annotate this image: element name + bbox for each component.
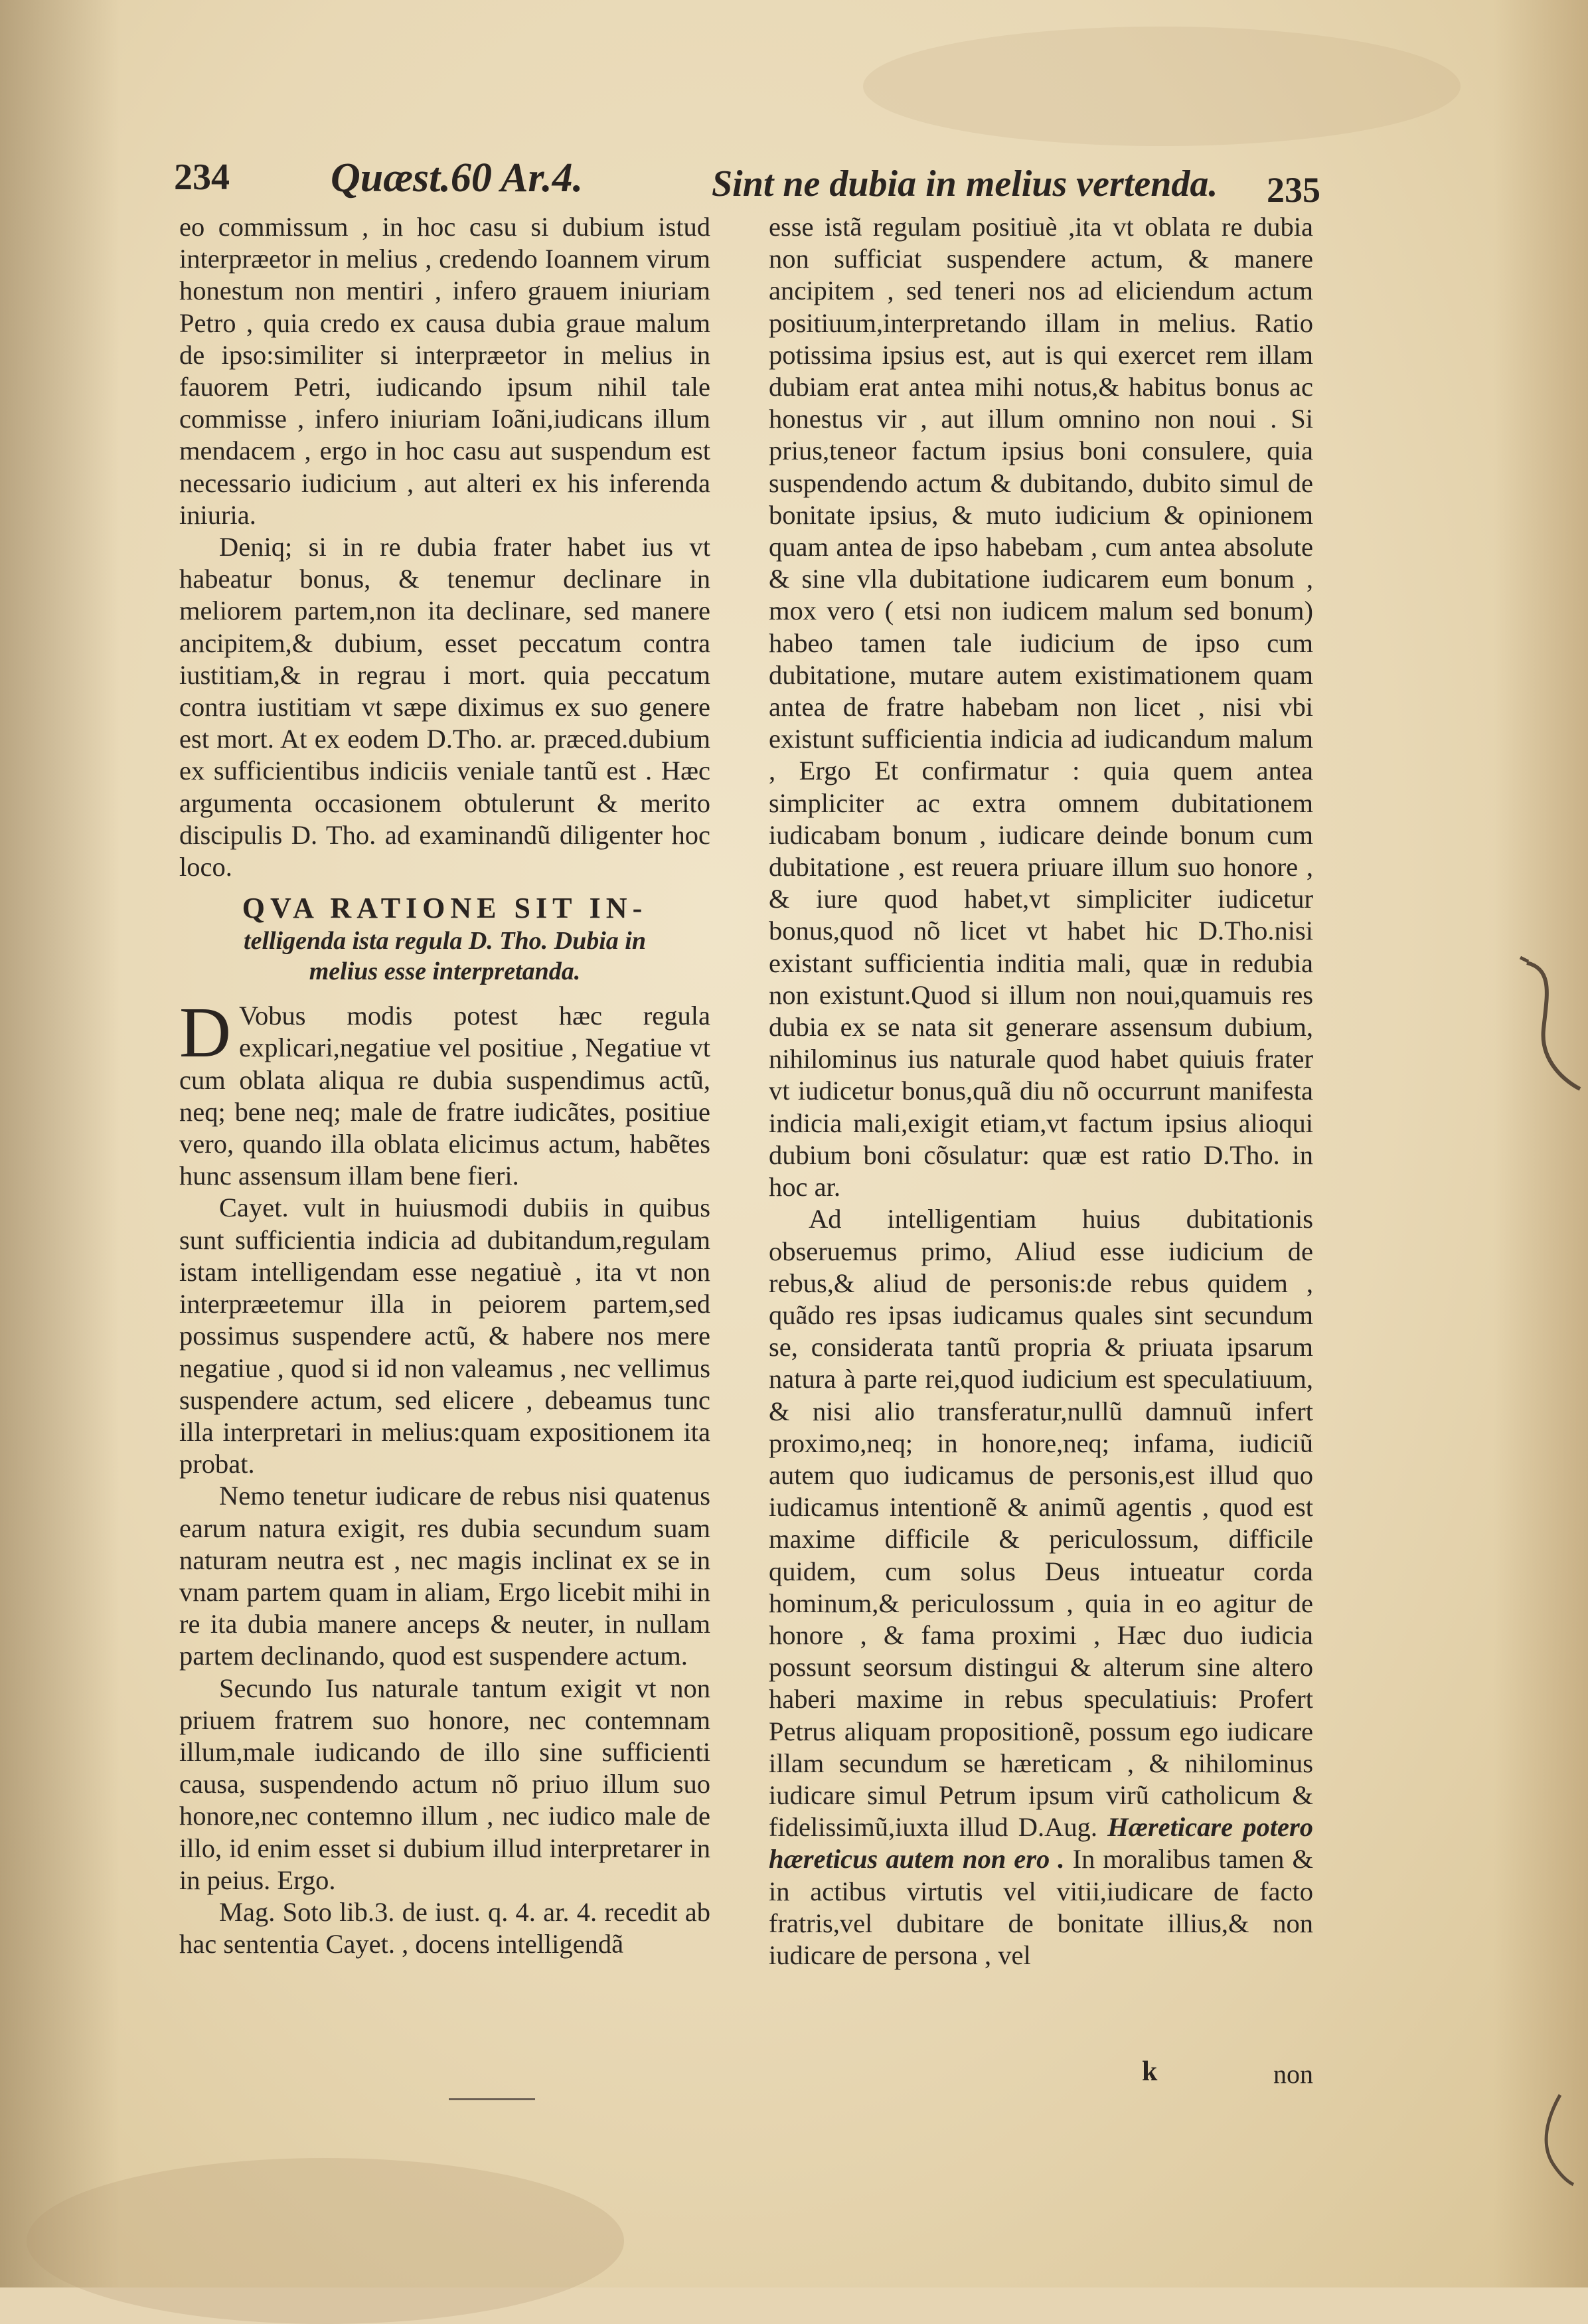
- left-para-2: Deniq; si in re dubia frater habet ius vt habeatur bonus, & tenemur declinare in meliorem partem,non ita declinare, sed manere ancipitem,& dubium, esset peccatum contra iustitiam,& in regrau i mort. quia peccatum contra iustitiam vt sæpe diximus ex suo genere est mort. At ex eodem D.Tho. ar. præced.dubium ex sufficientibus indiciis veniale tantũ est . Hæc argumenta occasionem obtulerunt & merito discipulis D. Tho. ad examinandũ diligenter hoc loco.: [179, 532, 710, 882]
- paper-stain: [0, 0, 119, 2287]
- right-para-1: esse istã regulam positiuè ,ita vt oblata re dubia non sufficiat suspendere actum, & manere ancipitem , sed teneri nos ad eliciendum actum positiuum,interpretando illam in melius. Ratio potissima ipsius est, aut is qui exercet rem illam dubiam erat antea mihi notus,& habitus bonus ac honestus vir , aut illum omnino non noui . Si prius,teneor factum ipsius boni consulere, quia suspendendo actum & dubitando, dubito simul de bonitate ipsius, & muto iudicium & opinionem quam antea de ipso habebam , cum antea absolute & sine vlla dubitatione iudicarem eum bonum , mox vero ( etsi non iudicem malum sed bonum) habeo tamen tale iudicium de ipso cum dubitatione, mutare autem existimationem quam antea de fratre habebam non licet , nisi vbi existunt sufficientia indicia ad iudicandum malum , Ergo Et confirmatur : quia quem antea simpliciter ac extra omnem dubitationem iudicabam bonum , iudicare deinde bonum cum dubitatione , est reuera priuare illum suo honore , & iure quod habet,vt simpliciter iudicetur bonus,quod nõ licet vt habet hic D.Tho.nisi existant sufficientia inditia mali, quæ in redubia non existunt.Quod si illum non noui,quamuis res dubia ex se nata sit generare assensum dubium, nihilominus ius naturale quod habet quiuis frater vt iudicetur bonus,quã diu nõ occurrunt manifesta indicia mali,exigit etiam,vt factum ipsius alioqui dubium boni cõsulatur: quæ est ratio D.Tho. in hoc ar.: [769, 212, 1313, 1203]
- footer-rule: [449, 2098, 535, 2100]
- augustine-quote: Hæreticare potero hæreticus autem non ero .: [769, 1812, 1313, 1874]
- left-column: [179, 211, 710, 1960]
- left-para-6: Secundo Ius naturale tantum exigit vt non priuem fratrem suo honore, nec contemnam illum,male iudicando de illo sine sufficienti causa, suspendendo actum nõ priuo illum suo honore,nec contemno illum , nec iudico male de illo, id enim esset si dubium illud interpretarer in in peius. Ergo.: [179, 1673, 710, 1895]
- section-heading: [179, 891, 710, 987]
- left-para-7: Mag. Soto lib.3. de iust. q. 4. ar. 4. recedit ab hac sententia Cayet. , docens intelligendã: [179, 1896, 710, 1959]
- left-para-4: Cayet. vult in huiusmodi dubiis in quibus sunt sufficientia indicia ad dubitandum,regulam istam intelligendam esse negatiuè , ita vt non interpræetemur illa in peiorem partem,sed possimus suspendere actũ, & habere nos mere negatiue , quod si id non valeamus , nec vellimus suspendere actum, sed elicere , debeamus tunc illa interpretari in melius:quam expositionem ita probat.: [179, 1193, 710, 1479]
- drop-cap: D: [179, 993, 231, 1073]
- section-heading-sub-1: telligenda ista regula D. Tho. Dubia in: [244, 927, 646, 955]
- margin-mark-icon: [1514, 956, 1587, 1122]
- catchword: non: [1273, 2059, 1313, 2089]
- left-para-3: Vobus modis potest hæc regula explicari,negatiue vel positiue , Negatiue vt cum oblata aliqua re dubia suspendimus actũ, neq; bene neq; male de fratre iudicãtes, positiue vero, quando illa oblata elicimus actum, habẽtes hunc assensum illam bene fieri.: [179, 1001, 710, 1191]
- left-para-1: eo commissum , in hoc casu si dubium istud interpræetor in melius , credendo Ioannem virum honestum non mentiri , infero grauem iniuriam Petro , quia credo ex causa dubia graue malum de ipso:similiter si interpræetor in melius in fauorem Petri, iudicando ipsum nihil tale commisse , infero iniuriam Ioãni,iudicans illum mendacem , ergo in hoc casu aut suspendum est necessario iudicium , aut alteri ex his inferenda iniuria.: [179, 212, 710, 530]
- paper-stain: [863, 27, 1461, 146]
- section-heading-sub-2: melius esse interpretanda.: [309, 957, 581, 986]
- running-header: [0, 149, 1588, 209]
- paper-stain: [1494, 0, 1588, 2287]
- signature-mark: k: [1142, 2056, 1158, 2087]
- left-para-5: Nemo tenetur iudicare de rebus nisi quatenus earum natura exigit, res dubia secundum suam naturam neutra est , nec magis inclinat ex se in vnam partem quam in aliam, Ergo licebit mihi in re ita dubia manere anceps & neuter, in nullam partem declinando, quod est suspendere actum.: [179, 1481, 710, 1671]
- left-running-head: Quæst.60 Ar.4.: [331, 155, 584, 201]
- right-para-2: Ad intelligentiam huius dubitationis obseruemus primo, Aliud esse iudicium de rebus,& aliud de personis:de rebus quidem , quãdo res ipsas iudicamus quales sint secundum se, considerata tantũ propria & priuata ipsarum natura à parte rei,quod iudicium est speculatiuum, & nisi alio transferatur,nullũ damnuũ infert proximo,neq; in honore,neq; infama, iudiciũ autem quo iudicamus de personis,est illud quo iudicamus intentionẽ & animũ agentis , quod est maxime difficile & periculossum, difficile quidem, cum solus Deus intueatur corda hominum,& periculossum , quia in eo agitur de honore , & fama proximi , Hæc duo iudicia possunt seorsum distingui & alterum sine altero haberi maxime in rebus speculatiuis: Profert Petrus aliquam propositionẽ, possum ego iudicare illam secundum se hæreticam , & nihilominus iudicare simul Petrum ipsum virũ catholicum & fidelissimũ,iuxta illud D.Aug.: [769, 1204, 1313, 1843]
- right-para-2-block: [769, 1203, 1313, 1971]
- section-heading-main: QVA RATIONE SIT IN-: [242, 892, 648, 925]
- right-column: [769, 211, 1313, 1971]
- left-para-3-block: [179, 993, 710, 1192]
- margin-mark-icon: [1527, 2092, 1580, 2191]
- right-para-2-end: In moralibus tamen & in actibus virtutis vel vitii,iudicare de facto fratris,vel dubitare de bonitate illius,& non iudicare de persona , vel: [769, 1844, 1313, 1970]
- right-page-number: 235: [1267, 170, 1320, 210]
- paper-stain: [27, 2158, 624, 2324]
- right-running-head: Sint ne dubia in melius vertenda.: [712, 163, 1218, 205]
- left-page-number: 234: [174, 157, 230, 198]
